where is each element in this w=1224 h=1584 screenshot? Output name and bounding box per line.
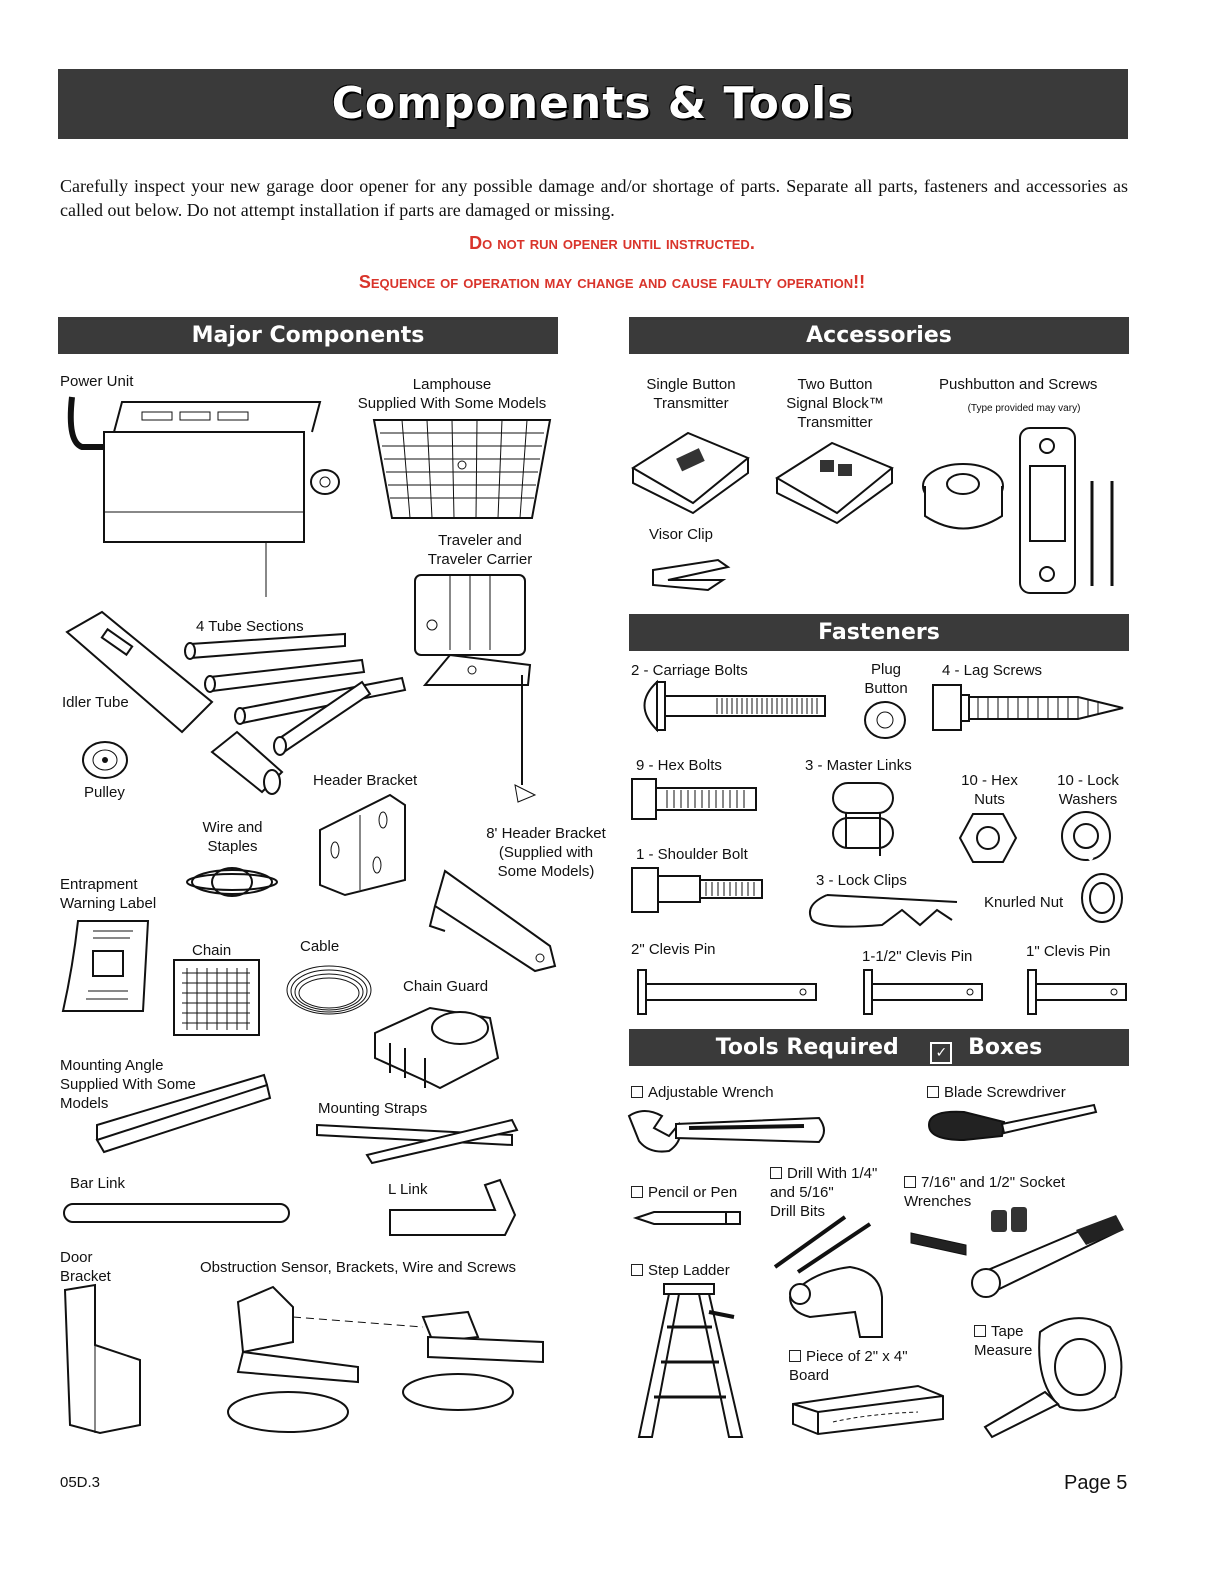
label-lag-screws: 4 - Lag Screws xyxy=(942,662,1043,679)
pencil-illustration xyxy=(634,1209,744,1227)
label-hex-bolts: 9 - Hex Bolts xyxy=(636,757,722,774)
intro-text: Carefully inspect your new garage door opener for any possible damage and/or shortage of parts. Separate all parts, fasteners and accessories as called out below. Do not attempt installation if parts are damaged or missing. xyxy=(60,176,1128,220)
lock-washer-illustration xyxy=(1058,808,1116,863)
label-clevis-2: 2" Clevis Pin xyxy=(631,941,716,958)
label-tube-sections: 4 Tube Sections xyxy=(196,618,304,635)
label-lamphouse: Lamphouse Supplied With Some Models xyxy=(357,376,547,412)
cable-illustration xyxy=(282,958,377,1018)
label-two-button: Two Button Signal Block™ Transmitter xyxy=(786,376,884,431)
label-pencil: Pencil or Pen xyxy=(648,1184,738,1201)
board-illustration xyxy=(788,1384,948,1436)
label-shoulder-bolt: 1 - Shoulder Bolt xyxy=(636,846,748,863)
label-pushbutton-note: (Type provided may vary) xyxy=(967,403,1081,414)
tool-pencil[interactable] xyxy=(631,1183,737,1202)
shoulder-bolt-illustration xyxy=(622,864,767,916)
label-board: Piece of 2" x 4" Board xyxy=(789,1348,908,1384)
page-number: Page 5 xyxy=(1064,1472,1128,1494)
lag-screw-illustration xyxy=(928,683,1128,733)
label-bar-link: Bar Link xyxy=(70,1175,126,1192)
label-8-header-bracket: 8' Header Bracket (Supplied with Some Models) xyxy=(486,825,606,880)
major-components-header: Major Components xyxy=(58,317,558,354)
tape-measure-illustration xyxy=(980,1312,1130,1442)
label-screwdriver: Blade Screwdriver xyxy=(944,1084,1066,1101)
label-cable: Cable xyxy=(300,938,340,955)
label-idler-tube: Idler Tube xyxy=(62,694,129,711)
label-tape: Tape Measure xyxy=(974,1323,1033,1359)
lock-clip-illustration xyxy=(802,890,962,935)
checkbox-socket[interactable] xyxy=(904,1176,916,1188)
checkbox-board[interactable] xyxy=(789,1350,801,1362)
8ft-header-bracket-illustration xyxy=(425,866,565,976)
hex-nut-illustration xyxy=(958,812,1018,864)
label-header-bracket: Header Bracket xyxy=(313,772,418,789)
label-knurled-nut: Knurled Nut xyxy=(984,894,1064,911)
bar-link-illustration xyxy=(62,1200,292,1228)
label-wire-staples: Wire and Staples xyxy=(202,819,263,855)
warning-2: Sequence of operation may change and cause faulty operation!! xyxy=(358,272,866,292)
mounting-straps-illustration xyxy=(312,1115,522,1165)
boxes-label-text: Boxes xyxy=(968,1035,1043,1060)
lamphouse-illustration xyxy=(372,418,552,523)
hex-bolt-illustration xyxy=(622,775,762,823)
step-ladder-illustration xyxy=(634,1282,744,1442)
pushbutton-screws-illustration xyxy=(920,426,1130,601)
label-master-links: 3 - Master Links xyxy=(805,757,912,774)
page-title: Components & Tools xyxy=(58,69,1128,139)
l-link-illustration xyxy=(385,1175,520,1240)
checkbox-drill[interactable] xyxy=(770,1167,782,1179)
label-clevis-1: 1" Clevis Pin xyxy=(1026,943,1111,960)
label-plug-button: Plug Button xyxy=(864,661,908,697)
two-button-transmitter-illustration xyxy=(772,438,897,523)
label-socket: 7/16" and 1/2" Socket Wrenches xyxy=(904,1174,1066,1210)
label-drill: Drill With 1/4" and 5/16" Drill Bits xyxy=(770,1165,878,1220)
footer-code: 05D.3 xyxy=(60,1474,101,1491)
label-chain-guard: Chain Guard xyxy=(403,978,489,995)
clevis-pin-1-5-illustration xyxy=(862,968,987,1016)
tools-required-label: Tools Required xyxy=(715,1035,899,1060)
label-traveler: Traveler and Traveler Carrier xyxy=(427,532,533,568)
adjustable-wrench-illustration xyxy=(624,1106,829,1154)
clevis-pin-2-illustration xyxy=(636,968,821,1016)
label-clevis-1-5: 1-1/2" Clevis Pin xyxy=(862,948,973,965)
checkbox-screwdriver[interactable] xyxy=(927,1086,939,1098)
chain-guard-illustration xyxy=(370,998,500,1093)
label-pushbutton: Pushbutton and Screws xyxy=(939,376,1098,393)
checkbox-icon: ✓ xyxy=(930,1042,952,1064)
tool-board[interactable] xyxy=(789,1347,908,1385)
label-hex-nuts: 10 - Hex Nuts xyxy=(961,772,1018,808)
label-ladder: Step Ladder xyxy=(648,1262,730,1279)
knurled-nut-illustration xyxy=(1078,870,1126,925)
obstruction-sensor-illustration xyxy=(198,1282,558,1440)
visor-clip-illustration xyxy=(648,555,733,595)
socket-wrench-illustration xyxy=(906,1205,1126,1300)
header-bracket-illustration xyxy=(315,790,415,900)
label-lock-clips: 3 - Lock Clips xyxy=(816,872,907,889)
tool-step-ladder[interactable] xyxy=(631,1261,730,1280)
warning-label-illustration xyxy=(58,916,158,1016)
screwdriver-illustration xyxy=(924,1100,1104,1145)
label-entrapment: Entrapment Warning Label xyxy=(60,876,157,912)
label-carriage-bolts: 2 - Carriage Bolts xyxy=(631,662,748,679)
fasteners-header: Fasteners xyxy=(629,614,1129,651)
label-lock-washers: 10 - Lock Washers xyxy=(1057,772,1119,808)
tool-adjustable-wrench[interactable] xyxy=(631,1083,774,1102)
label-l-link: L Link xyxy=(388,1181,428,1198)
label-wrench: Adjustable Wrench xyxy=(648,1084,774,1101)
wire-staples-illustration xyxy=(180,858,285,903)
clevis-pin-1-illustration xyxy=(1026,968,1131,1016)
tools-required-header xyxy=(629,1029,1129,1066)
power-unit-illustration xyxy=(62,392,352,602)
drill-illustration xyxy=(770,1212,895,1342)
warning-1: Do not run opener until instructed. xyxy=(469,233,755,253)
label-mounting-straps: Mounting Straps xyxy=(318,1100,428,1117)
chain-illustration xyxy=(172,958,262,1038)
label-mounting-angle: Mounting Angle Supplied With Some Models xyxy=(60,1057,196,1112)
door-bracket-illustration xyxy=(60,1285,145,1435)
pulley-illustration xyxy=(80,740,130,780)
label-pulley: Pulley xyxy=(84,784,125,801)
accessories-header: Accessories xyxy=(629,317,1129,354)
carriage-bolt-illustration xyxy=(632,680,832,732)
label-visor-clip: Visor Clip xyxy=(649,526,713,543)
label-obstruction-sensor: Obstruction Sensor, Brackets, Wire and Screws xyxy=(200,1259,516,1276)
checkbox-ladder[interactable] xyxy=(631,1264,643,1276)
label-door-bracket: Door Bracket xyxy=(60,1249,111,1285)
checkbox-wrench[interactable] xyxy=(631,1086,643,1098)
traveler-illustration xyxy=(410,570,550,810)
label-chain: Chain xyxy=(192,942,232,959)
plug-button-illustration xyxy=(860,698,910,743)
single-button-transmitter-illustration xyxy=(628,428,753,513)
checkbox-pencil[interactable] xyxy=(631,1186,643,1198)
label-power-unit: Power Unit xyxy=(60,373,134,390)
label-single-button: Single Button Transmitter xyxy=(646,376,736,412)
mounting-angle-illustration xyxy=(92,1080,272,1155)
master-link-illustration xyxy=(828,778,898,863)
